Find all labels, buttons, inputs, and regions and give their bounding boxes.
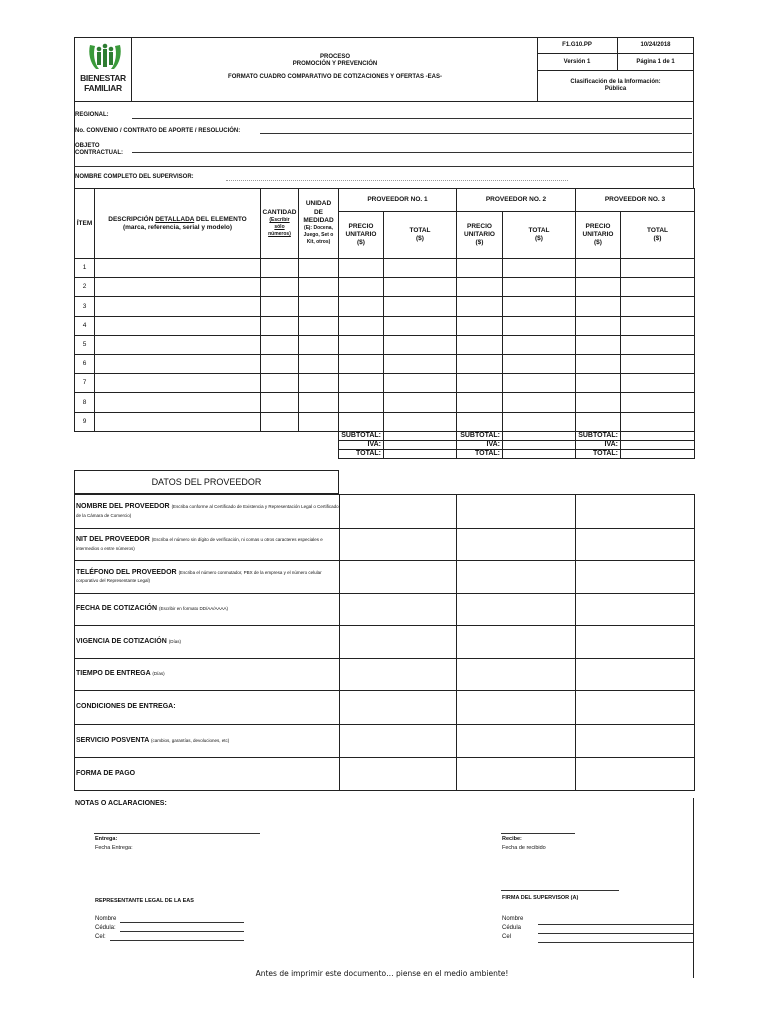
iva-text: IVA:	[604, 440, 618, 448]
desc-h2: DEL ELEMENTO	[196, 215, 247, 223]
objeto-label-1: OBJETO	[75, 143, 100, 149]
provider-1-value-cell[interactable]	[339, 560, 457, 594]
notas-label: NOTAS O ACLARACIONES:	[75, 800, 167, 807]
item-number-cell	[74, 412, 95, 432]
precio-h3: ($)	[475, 238, 484, 246]
header-clasificacion-valor: Pública	[604, 86, 627, 92]
table-cell[interactable]	[456, 277, 503, 297]
total-h2: ($)	[416, 235, 424, 242]
table-cell[interactable]	[575, 277, 621, 297]
provider-field	[76, 703, 176, 711]
table-cell[interactable]	[620, 373, 695, 393]
table-cell[interactable]	[260, 412, 299, 432]
total-h2: ($)	[535, 235, 543, 242]
provider-field-label-cell	[74, 560, 340, 594]
proveedor-2-total-value[interactable]	[502, 449, 576, 459]
provider-2-value-cell[interactable]	[456, 593, 576, 626]
entrega-signature-line[interactable]	[94, 833, 260, 834]
proveedor-3-total-value[interactable]	[620, 449, 695, 459]
table-cell[interactable]	[298, 258, 339, 278]
total-text: TOTAL:	[355, 449, 381, 457]
table-cell[interactable]	[383, 392, 457, 412]
header-pagina: Página 1 de 1	[636, 59, 675, 65]
provider-field-note: (Escriba conforme al Certificado de Existencia y Representación Legal o Certificado de la Cámara de Comercio)	[76, 504, 339, 518]
table-cell[interactable]	[260, 316, 299, 336]
provider-field-label: TIEMPO DE ENTREGA	[76, 670, 151, 678]
proveedor-3-title: PROVEEDOR NO. 3	[604, 196, 666, 204]
precio-h2: UNITARIO	[464, 231, 495, 239]
item-number-cell	[74, 335, 95, 355]
rep-cel-label: Cel:	[95, 934, 106, 940]
proveedor-3-total-header	[620, 211, 695, 259]
rep-cel-input[interactable]	[110, 940, 244, 941]
provider-field-label-cell	[74, 690, 340, 725]
bienestar-familiar-logo-icon	[86, 41, 124, 71]
table-cell[interactable]	[502, 316, 576, 336]
table-cell[interactable]	[620, 392, 695, 412]
cantidad-n1: (Escribir	[269, 216, 290, 223]
provider-3-value-cell[interactable]	[575, 658, 695, 691]
precio-h3: ($)	[594, 238, 602, 246]
provider-1-value-cell[interactable]	[339, 724, 457, 758]
table-cell[interactable]	[620, 277, 695, 297]
objeto-input-2[interactable]	[74, 166, 694, 167]
table-cell[interactable]	[338, 412, 384, 432]
datos-proveedor-title: DATOS DEL PROVEEDOR	[151, 477, 262, 487]
table-cell[interactable]	[575, 296, 621, 316]
precio-h1: PRECIO	[348, 223, 374, 231]
item-header-text: ÍTEM	[76, 219, 93, 227]
table-cell[interactable]	[298, 412, 339, 432]
table-cell[interactable]	[620, 412, 695, 432]
provider-3-value-cell[interactable]	[575, 593, 695, 626]
table-cell[interactable]	[502, 373, 576, 393]
provider-1-value-cell[interactable]	[339, 625, 457, 659]
precio-h2: UNITARIO	[345, 231, 377, 239]
provider-field-label-cell	[74, 625, 340, 659]
table-cell[interactable]	[338, 354, 384, 374]
provider-field-label-cell	[74, 724, 340, 758]
table-cell[interactable]	[298, 373, 339, 393]
provider-field-label: FORMA DE PAGO	[76, 769, 136, 777]
table-cell[interactable]	[456, 335, 503, 355]
desc-h-underlined: DETALLADA	[155, 215, 195, 223]
total-h2: ($)	[653, 235, 662, 242]
sup-cel-label: Cel	[502, 934, 512, 940]
convenio-label: No. CONVENIO / CONTRATO DE APORTE / RESOLUCIÓN:	[75, 128, 241, 134]
provider-field-label-cell	[74, 528, 340, 561]
table-cell[interactable]	[575, 335, 621, 355]
regional-input[interactable]	[132, 118, 692, 119]
table-cell[interactable]	[502, 392, 576, 412]
provider-field-label: FECHA DE COTIZACIÓN	[76, 605, 158, 613]
logo-text-line1: BIENESTAR	[80, 73, 126, 83]
provider-field-label: SERVICIO POSVENTA	[76, 736, 149, 744]
provider-3-value-cell[interactable]	[575, 528, 695, 561]
provider-2-value-cell[interactable]	[456, 494, 576, 529]
total-h1: TOTAL	[409, 227, 431, 235]
regional-label: REGIONAL:	[75, 112, 109, 118]
recibe-label: Recibe:	[502, 836, 522, 842]
table-cell[interactable]	[94, 277, 261, 297]
sup-nombre-input[interactable]	[538, 924, 693, 925]
item-number: 5	[82, 340, 87, 348]
table-cell[interactable]	[456, 354, 503, 374]
table-cell[interactable]	[260, 277, 299, 297]
precio-h2: UNITARIO	[582, 231, 614, 239]
proveedor-2-precio-header	[456, 211, 503, 259]
table-cell[interactable]	[260, 258, 299, 278]
table-cell[interactable]	[620, 316, 695, 336]
proveedor-2-total-label	[456, 449, 503, 459]
proveedor-1-total-header	[383, 211, 457, 259]
item-number-cell	[74, 296, 95, 316]
item-number-cell	[74, 277, 95, 297]
fecha-recibido-label: Fecha de recibido	[502, 845, 546, 851]
table-cell[interactable]	[456, 258, 503, 278]
table-cell[interactable]	[456, 412, 503, 432]
rep-nombre-label: Nombre	[95, 916, 117, 922]
provider-2-value-cell[interactable]	[456, 528, 576, 561]
table-cell[interactable]	[94, 335, 261, 355]
provider-field	[76, 737, 229, 745]
provider-3-value-cell[interactable]	[575, 724, 695, 758]
table-cell[interactable]	[94, 354, 261, 374]
proveedor-2-header	[456, 188, 576, 212]
provider-3-value-cell[interactable]	[575, 560, 695, 594]
proveedor-3-precio-header	[575, 211, 621, 259]
item-number: 9	[82, 417, 87, 425]
representante-label: REPRESENTANTE LEGAL DE LA EAS	[95, 898, 194, 904]
table-cell[interactable]	[456, 296, 503, 316]
table-cell[interactable]	[338, 335, 384, 355]
provider-field	[76, 503, 339, 519]
provider-3-value-cell[interactable]	[575, 494, 695, 529]
precio-h1: PRECIO	[585, 223, 611, 231]
eco-message: Antes de imprimir este documento… piense en el medio ambiente!	[255, 969, 509, 978]
total-h1: TOTAL	[528, 227, 550, 235]
col-descripcion-header	[94, 188, 261, 259]
table-cell[interactable]	[260, 392, 299, 412]
table-cell[interactable]	[338, 258, 384, 278]
table-cell[interactable]	[620, 258, 695, 278]
provider-1-value-cell[interactable]	[339, 757, 457, 791]
provider-2-value-cell[interactable]	[456, 757, 576, 791]
item-number: 7	[82, 379, 87, 387]
table-cell[interactable]	[456, 373, 503, 393]
provider-field	[76, 670, 165, 678]
item-number-cell	[74, 316, 95, 336]
proveedor-2-title: PROVEEDOR NO. 2	[485, 196, 547, 204]
item-number: 1	[82, 264, 87, 272]
sup-cel-input[interactable]	[538, 942, 693, 943]
table-cell[interactable]	[620, 296, 695, 316]
item-number-cell	[74, 354, 95, 374]
table-cell[interactable]	[94, 316, 261, 336]
table-cell[interactable]	[502, 354, 576, 374]
provider-field-note: (Escriba el número conmutador, PBX de la empresa y el número celular corporativo del Representante Legal)	[76, 569, 322, 583]
desc-h3: (marca, referencia, serial y modelo)	[122, 223, 233, 231]
iva-text: IVA:	[486, 440, 500, 448]
table-cell[interactable]	[575, 392, 621, 412]
provider-field-label: NIT DEL PROVEEDOR	[76, 536, 150, 544]
table-cell[interactable]	[502, 258, 576, 278]
table-cell[interactable]	[298, 354, 339, 374]
table-cell[interactable]	[383, 296, 457, 316]
table-cell[interactable]	[575, 373, 621, 393]
table-cell[interactable]	[338, 296, 384, 316]
provider-field-note: (cambios, garantías, devoluciones, etc)	[150, 737, 230, 743]
datos-proveedor-title-cell	[74, 470, 339, 494]
provider-3-value-cell[interactable]	[575, 690, 695, 725]
table-cell[interactable]	[620, 335, 695, 355]
table-cell[interactable]	[575, 258, 621, 278]
provider-2-value-cell[interactable]	[456, 625, 576, 659]
table-cell[interactable]	[502, 412, 576, 432]
entrega-label: Entrega:	[95, 836, 118, 842]
proveedor-3-total-label	[575, 449, 621, 459]
table-cell[interactable]	[383, 373, 457, 393]
proveedor-1-total-label	[338, 449, 384, 459]
table-cell[interactable]	[298, 277, 339, 297]
header-formato: FORMATO CUADRO COMPARATIVO DE COTIZACIONES Y OFERTAS -EAS-	[228, 74, 442, 80]
header-fecha: 10/24/2018	[640, 42, 671, 48]
cantidad-n3: números)	[268, 231, 291, 238]
table-cell[interactable]	[94, 412, 261, 432]
table-cell[interactable]	[338, 373, 384, 393]
provider-field	[76, 638, 181, 646]
item-number: 6	[82, 360, 87, 368]
unidad-h3: MEDIDAD	[303, 216, 334, 224]
provider-field-note: (Escriba el número sin dígito de verificación, ni comas u otros caracteres especiales e intermedios o entre números)	[76, 537, 323, 551]
table-cell[interactable]	[338, 392, 384, 412]
unidad-note: (Ej: Docena, Juego, Set o Kit, otros)	[303, 225, 334, 246]
subtotal-text: SUBTOTAL:	[341, 431, 381, 439]
cantidad-h: CANTIDAD	[262, 208, 297, 216]
firma-supervisor-line[interactable]	[501, 890, 619, 891]
unidad-h1: UNIDAD	[305, 200, 332, 208]
table-cell[interactable]	[620, 354, 695, 374]
table-cell[interactable]	[456, 316, 503, 336]
total-h1: TOTAL	[646, 227, 669, 235]
subtotal-text: SUBTOTAL:	[578, 431, 618, 439]
total-text: TOTAL:	[474, 449, 500, 457]
item-number: 3	[82, 302, 87, 310]
sup-cedula-input[interactable]	[538, 933, 693, 934]
header-clasificacion-label: Clasificación de la Información:	[570, 79, 661, 85]
item-number: 8	[82, 398, 87, 406]
cantidad-n2: sólo	[274, 224, 285, 230]
table-cell[interactable]	[502, 277, 576, 297]
col-unidad-header	[298, 188, 339, 259]
table-cell[interactable]	[94, 392, 261, 412]
provider-2-value-cell[interactable]	[456, 560, 576, 594]
table-cell[interactable]	[338, 316, 384, 336]
table-cell[interactable]	[502, 335, 576, 355]
provider-field-label-cell	[74, 658, 340, 691]
unidad-h2: DE	[313, 208, 324, 216]
subtotal-text: SUBTOTAL:	[460, 431, 500, 439]
table-cell[interactable]	[338, 277, 384, 297]
table-cell[interactable]	[383, 277, 457, 297]
table-cell[interactable]	[298, 392, 339, 412]
table-cell[interactable]	[575, 412, 621, 432]
header-version: Versión 1	[563, 59, 591, 65]
item-number-cell	[74, 392, 95, 412]
total-text: TOTAL:	[592, 449, 618, 457]
table-cell[interactable]	[260, 335, 299, 355]
objeto-input-1[interactable]	[132, 152, 692, 153]
provider-field-label-cell	[74, 593, 340, 626]
proveedor-2-total-header	[502, 211, 576, 259]
provider-1-value-cell[interactable]	[339, 658, 457, 691]
table-cell[interactable]	[383, 354, 457, 374]
table-cell[interactable]	[94, 296, 261, 316]
sup-nombre-label: Nombre	[502, 916, 524, 922]
table-cell[interactable]	[575, 316, 621, 336]
table-cell[interactable]	[260, 296, 299, 316]
proveedor-1-precio-header	[338, 211, 384, 259]
rep-nombre-input[interactable]	[120, 922, 244, 923]
provider-field-note: (Días)	[152, 671, 165, 677]
iva-text: IVA:	[367, 440, 381, 448]
table-cell[interactable]	[383, 258, 457, 278]
provider-field-label: VIGENCIA DE COTIZACIÓN	[76, 637, 167, 645]
objeto-label-2: CONTRACTUAL:	[75, 150, 123, 156]
provider-2-value-cell[interactable]	[456, 724, 576, 758]
table-cell[interactable]	[383, 412, 457, 432]
item-number: 4	[82, 321, 87, 329]
provider-1-value-cell[interactable]	[339, 593, 457, 626]
recibe-signature-line[interactable]	[501, 833, 575, 834]
item-number-cell	[74, 373, 95, 393]
table-cell[interactable]	[298, 316, 339, 336]
rep-cedula-label: Cédula:	[95, 925, 116, 931]
provider-field	[76, 536, 339, 552]
provider-field-note: (Días)	[168, 638, 181, 644]
table-cell[interactable]	[502, 296, 576, 316]
table-cell[interactable]	[260, 373, 299, 393]
proveedor-3-header	[575, 188, 695, 212]
logo-text-line2: FAMILIAR	[84, 83, 122, 93]
col-item-header	[74, 188, 95, 259]
precio-h1: PRECIO	[467, 223, 492, 231]
col-cantidad-header	[260, 188, 299, 259]
provider-1-value-cell[interactable]	[339, 528, 457, 561]
item-number: 2	[82, 283, 87, 291]
table-cell[interactable]	[94, 258, 261, 278]
table-cell[interactable]	[260, 354, 299, 374]
supervisor-label: NOMBRE COMPLETO DEL SUPERVISOR:	[75, 174, 194, 180]
proveedor-1-title: PROVEEDOR NO. 1	[367, 196, 428, 204]
item-number-cell	[74, 258, 95, 278]
provider-3-value-cell[interactable]	[575, 757, 695, 791]
proveedor-1-header	[338, 188, 457, 212]
header-proceso-nombre: PROMOCIÓN Y PREVENCIÓN	[292, 61, 378, 67]
desc-h1: DESCRIPCIÓN	[108, 215, 154, 223]
provider-field-note: (Escribir en formato DD/AA/AAAA)	[158, 606, 229, 612]
supervisor-input[interactable]	[226, 180, 568, 181]
provider-1-value-cell[interactable]	[339, 690, 457, 725]
provider-2-value-cell[interactable]	[456, 658, 576, 691]
table-cell[interactable]	[298, 296, 339, 316]
provider-field	[76, 569, 339, 585]
header-codigo: F1.G10.PP	[562, 42, 592, 48]
provider-field-label: NOMBRE DEL PROVEEDOR	[76, 503, 170, 511]
provider-field-label-cell	[74, 494, 340, 529]
provider-field	[76, 770, 135, 778]
rep-cedula-input[interactable]	[120, 931, 244, 932]
fecha-entrega-label: Fecha Entrega:	[95, 845, 133, 851]
header-proceso: PROCESO	[319, 54, 350, 60]
table-cell[interactable]	[456, 392, 503, 412]
proveedor-1-total-value[interactable]	[383, 449, 457, 459]
precio-h3: ($)	[357, 238, 365, 246]
provider-1-value-cell[interactable]	[339, 494, 457, 529]
firma-supervisor-label: FIRMA DEL SUPERVISOR (A)	[502, 895, 579, 901]
convenio-input[interactable]	[260, 133, 692, 134]
provider-field-label: TELÉFONO DEL PROVEEDOR	[76, 568, 177, 576]
table-cell[interactable]	[383, 335, 457, 355]
provider-2-value-cell[interactable]	[456, 690, 576, 725]
table-cell[interactable]	[575, 354, 621, 374]
table-cell[interactable]	[298, 335, 339, 355]
provider-field	[76, 605, 228, 613]
table-cell[interactable]	[383, 316, 457, 336]
provider-field-label-cell	[74, 757, 340, 791]
provider-field-label: CONDICIONES DE ENTREGA:	[76, 703, 176, 711]
provider-3-value-cell[interactable]	[575, 625, 695, 659]
table-cell[interactable]	[94, 373, 261, 393]
sup-cedula-label: Cédula	[502, 925, 522, 931]
